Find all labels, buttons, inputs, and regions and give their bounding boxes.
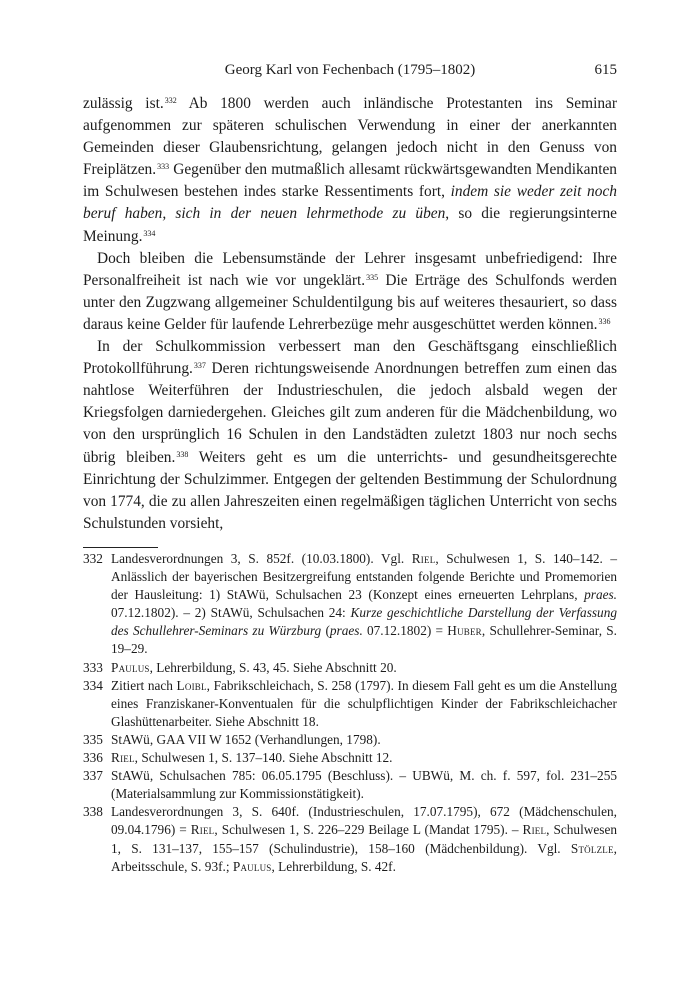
text-run: Weiters geht es um die unterrichts- und gesundheitsgerechte Einrichtung der Schulzimmer. Entgegen der geltenden Bestimmung der Schulordnung von 1774, die zu allen Jahreszeiten einen regelmäßigen täglichen Unterricht von sechs Schulstunden vorsieht, <box>83 448 618 532</box>
footnote-338: 338 Landesverordnungen 3, S. 640f. (Industrieschulen, 17.07.1795), 672 (Mädchenschulen, 09.04.1796) = Riel, Schulwesen 1, S. 226–229 Beilage L (Mandat 1795). – Riel, Schulwesen 1, S. 131–137, 155–157 (Schulindustrie), 158–160 (Mädchenbildung). Vgl. Stölzle, Arbeitsschule, S. 93f.; Paulus, Lehrerbildung, S. 42f. <box>83 804 617 874</box>
page-number: 615 <box>594 62 617 78</box>
text-run: , so die regierungsinterne Meinung. <box>83 205 617 245</box>
text-run: zulässig ist. <box>83 95 164 112</box>
text-run: Die Erträge des Schulfonds werden unter den Zugzwang allgemeiner Schuldentilgung bis auf weiteres thesauriert, so dass daraus keine Gelder für laufende Lehrerbezüge mehr ausgeschüttet werden können. <box>83 271 618 333</box>
footnote-336: 336 Riel, Schulwesen 1, S. 137–140. Siehe Abschnitt 12. <box>83 749 617 767</box>
footnote-ref-332[interactable]: 332 <box>164 96 177 105</box>
footnote-ref-337[interactable]: 337 <box>193 361 206 371</box>
footnote-337: 337 StAWü, Schulsachen 785: 06.05.1795 (Beschluss). – UBWü, M. ch. f. 597, fol. 231–255 (Materialsammlung zur Kommissionstätigkeit). <box>83 768 617 802</box>
author-name: Riel <box>190 822 215 838</box>
footnote-number: 332 <box>83 551 103 566</box>
author-name: Paulus <box>232 858 272 874</box>
footnote-number: 336 <box>83 750 103 766</box>
document-title: Kurze geschichtliche Darstellung der Verfassung des Schullehrer-Seminars zu Würzburg <box>111 605 617 639</box>
author-name: Riel <box>111 750 135 766</box>
paragraph-1 <box>83 93 617 248</box>
footnotes <box>83 550 617 876</box>
footnote-332: 332 Landesverordnungen 3, S. 852f. (10.03.1800). Vgl. Riel, Schulwesen 1, S. 140–142. – Anlässlich der bayerischen Besitzergreifung entstanden folgende Berichte und Promemorien der Hausleitung: 1) StAWü, Schulsachen 23 (Konzept eines erneuerten Lehrplans, praes. 07.12.1802). – 2) StAWü, Schulsachen 24: Kurze geschichtliche Darstellung der Verfassung des Schullehrer-Seminars zu Würzburg (praes. 07.12.1802) = Huber, Schullehrer-Seminar, S. 19–29. <box>83 551 617 657</box>
paragraph-2 <box>83 248 617 336</box>
footnote-divider <box>83 547 158 548</box>
paragraph-3 <box>83 336 617 535</box>
author-name: Loibl <box>176 677 207 693</box>
footnote-ref-336[interactable]: 336 <box>598 316 611 326</box>
author-name: Riel <box>411 551 436 566</box>
footnote-ref-335[interactable]: 335 <box>366 272 379 282</box>
footnote-333: 333 Paulus, Lehrerbildung, S. 43, 45. Siehe Abschnitt 20. <box>83 659 617 677</box>
author-name: Stölzle <box>570 840 614 856</box>
text-run: Ab 1800 werden auch inländische Protestanten ins Seminar aufgenommen zur späteren schulischen Verwendung in einer der anerkannten Gemeinden dieser Glaubensrichtung, gelangen jedoch nicht in den Genuss von Freiplätzen. <box>83 95 617 179</box>
footnote-number: 337 <box>83 768 103 784</box>
footnote-number: 338 <box>83 804 103 820</box>
footnote-number: 334 <box>83 677 103 693</box>
footnote-number: 333 <box>83 659 103 675</box>
text-run: Deren richtungsweisende Anordnungen betreffen zum einen das nahtlose Weiterführen der Industrieschulen, die jedoch alsbald wegen der Kriegsfolgen darniedergehen. Gleiches gilt zum anderen für die Mädchenbildung, wo von den ursprünglich 16 Schulen in den Landstädten zuletzt 1803 nur noch sechs übrig bleiben. <box>83 360 617 466</box>
quotation: indem sie weder zeit noch beruf haben, sich in der neuen lehrmethode zu üben <box>83 183 617 223</box>
running-title: Georg Karl von Fechenbach (1795–1802) <box>224 62 476 78</box>
footnote-335: 335 StAWü, GAA VII W 1652 (Verhandlungen, 1798). <box>83 731 617 749</box>
text-run: Doch bleiben die Lebensumstände der Lehrer insgesamt unbefriedigend: Ihre Personalfreiheit ist nach wie vor ungeklärt. <box>83 249 617 289</box>
author-name: Riel <box>522 822 547 838</box>
author-name: Paulus <box>111 659 150 675</box>
author-name: Huber <box>447 623 482 639</box>
footnote-number: 335 <box>83 731 103 747</box>
main-text <box>83 93 617 535</box>
footnote-ref-334[interactable]: 334 <box>143 228 156 238</box>
footnote-ref-338[interactable]: 338 <box>176 449 189 459</box>
footnote-ref-333[interactable]: 333 <box>157 162 170 172</box>
text-run: In der Schulkommission verbessert man den Geschäftsgang einschließlich Protokollführung. <box>83 338 617 378</box>
footnote-334: 334 Zitiert nach Loibl, Fabrikschleichach, S. 258 (1797). In diesem Fall geht es um die Anstellung eines Franziskaner-Konventualen für die schulpflichtigen Kinder der Fabrikschleichacher Glashüttenarbeiter. Siehe Abschnitt 18. <box>83 677 617 729</box>
text-run: Gegenüber den mutmaßlich allesamt rückwärtsgewandten Mendikanten im Schulwesen bestehen indes starke Ressentiments fort, <box>83 161 617 201</box>
